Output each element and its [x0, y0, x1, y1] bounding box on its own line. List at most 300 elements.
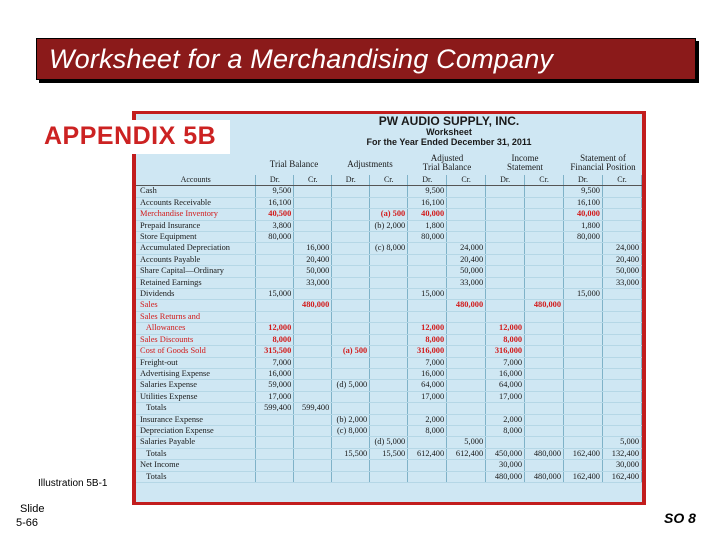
amount-cell: 162,400 — [564, 448, 603, 459]
table-row — [136, 266, 642, 277]
amount-cell — [602, 220, 641, 231]
account-name: Depreciation Expense — [136, 425, 256, 436]
amount-cell: 5,000 — [447, 437, 486, 448]
appendix-label: APPENDIX 5B — [38, 120, 230, 154]
account-name: Totals — [136, 448, 256, 459]
table-row — [136, 403, 642, 414]
amount-cell: 2,000 — [486, 414, 525, 425]
amount-cell — [332, 391, 370, 402]
amount-cell: 16,000 — [408, 368, 447, 379]
amount-cell: 162,400 — [602, 471, 641, 482]
amount-cell — [564, 403, 603, 414]
amount-cell — [256, 437, 294, 448]
amount-cell — [408, 254, 447, 265]
amount-cell — [370, 357, 408, 368]
account-name: Totals — [136, 471, 256, 482]
amount-cell: 8,000 — [408, 334, 447, 345]
amount-cell — [525, 403, 564, 414]
amount-cell — [256, 243, 294, 254]
amount-cell — [564, 346, 603, 357]
amount-cell: 12,000 — [256, 323, 294, 334]
amount-cell: 450,000 — [486, 448, 525, 459]
amount-cell — [447, 471, 486, 482]
amount-cell — [294, 380, 332, 391]
amount-cell — [602, 425, 641, 436]
amount-cell — [332, 232, 370, 243]
amount-cell: 7,000 — [486, 357, 525, 368]
amount-cell — [486, 266, 525, 277]
amount-cell: 30,000 — [602, 460, 641, 471]
amount-cell — [447, 368, 486, 379]
amount-cell — [525, 254, 564, 265]
amount-cell — [256, 266, 294, 277]
amount-cell — [294, 368, 332, 379]
amount-cell — [602, 323, 641, 334]
account-name: Sales Returns and — [136, 311, 256, 322]
amount-cell — [602, 311, 641, 322]
table-row — [136, 414, 642, 425]
amount-cell — [525, 357, 564, 368]
amount-cell — [370, 380, 408, 391]
amount-cell — [447, 414, 486, 425]
account-name: Prepaid Insurance — [136, 220, 256, 231]
amount-cell: 162,400 — [564, 471, 603, 482]
amount-cell: 50,000 — [602, 266, 641, 277]
amount-cell — [486, 197, 525, 208]
amount-cell — [256, 460, 294, 471]
amount-cell — [525, 289, 564, 300]
account-name: Accumulated Depreciation — [136, 243, 256, 254]
amount-cell — [602, 414, 641, 425]
amount-cell — [332, 403, 370, 414]
amount-cell: (d) 5,000 — [332, 380, 370, 391]
amount-cell — [602, 391, 641, 402]
account-name: Share Capital—Ordinary — [136, 266, 256, 277]
amount-cell: 16,100 — [256, 197, 294, 208]
column-header: Cr. — [602, 175, 641, 186]
amount-cell — [447, 425, 486, 436]
amount-cell — [294, 460, 332, 471]
amount-cell — [525, 437, 564, 448]
amount-cell — [294, 232, 332, 243]
amount-cell — [370, 254, 408, 265]
amount-cell: 24,000 — [447, 243, 486, 254]
amount-cell — [602, 403, 641, 414]
slide-number-block — [16, 502, 44, 530]
amount-cell — [602, 197, 641, 208]
worksheet-period: For the Year Ended December 31, 2011 — [366, 137, 532, 147]
amount-cell — [294, 448, 332, 459]
table-row — [136, 471, 642, 482]
amount-cell: 7,000 — [408, 357, 447, 368]
amount-cell — [294, 414, 332, 425]
account-name: Sales — [136, 300, 256, 311]
amount-cell: 17,000 — [256, 391, 294, 402]
amount-cell — [294, 391, 332, 402]
amount-cell — [370, 277, 408, 288]
amount-cell — [332, 334, 370, 345]
amount-cell — [602, 380, 641, 391]
amount-cell: (a) 500 — [332, 346, 370, 357]
amount-cell — [370, 414, 408, 425]
amount-cell — [256, 277, 294, 288]
amount-cell — [525, 323, 564, 334]
amount-cell — [525, 311, 564, 322]
table-row — [136, 391, 642, 402]
amount-cell — [602, 186, 641, 197]
table-row — [136, 220, 642, 231]
amount-cell — [564, 391, 603, 402]
amount-cell — [447, 460, 486, 471]
table-row — [136, 368, 642, 379]
amount-cell — [525, 391, 564, 402]
amount-cell — [332, 460, 370, 471]
account-name: Advertising Expense — [136, 368, 256, 379]
amount-cell: 15,500 — [332, 448, 370, 459]
amount-cell: 33,000 — [602, 277, 641, 288]
amount-cell — [294, 471, 332, 482]
amount-cell — [370, 197, 408, 208]
amount-cell — [408, 266, 447, 277]
amount-cell: 2,000 — [408, 414, 447, 425]
amount-cell: 16,100 — [408, 197, 447, 208]
amount-cell: 24,000 — [602, 243, 641, 254]
amount-cell — [370, 346, 408, 357]
amount-cell: 12,000 — [486, 323, 525, 334]
amount-cell: 480,000 — [525, 300, 564, 311]
table-row — [136, 448, 642, 459]
amount-cell — [294, 289, 332, 300]
column-header: Dr. — [332, 175, 370, 186]
amount-cell — [564, 357, 603, 368]
amount-cell — [525, 220, 564, 231]
account-name: Accounts Payable — [136, 254, 256, 265]
amount-cell: 64,000 — [486, 380, 525, 391]
amount-cell — [256, 425, 294, 436]
amount-cell: 40,000 — [408, 209, 447, 220]
account-name: Net Income — [136, 460, 256, 471]
table-row — [136, 209, 642, 220]
amount-cell — [486, 220, 525, 231]
amount-cell — [602, 368, 641, 379]
amount-cell — [332, 209, 370, 220]
amount-cell — [294, 220, 332, 231]
amount-cell: 15,000 — [408, 289, 447, 300]
table-row — [136, 186, 642, 197]
table-row — [136, 380, 642, 391]
account-name: Cash — [136, 186, 256, 197]
account-name: Salaries Payable — [136, 437, 256, 448]
account-name: Store Equipment — [136, 232, 256, 243]
amount-cell — [525, 266, 564, 277]
amount-cell: 20,400 — [602, 254, 641, 265]
account-name: Dividends — [136, 289, 256, 300]
amount-cell — [408, 403, 447, 414]
amount-cell — [332, 266, 370, 277]
table-row — [136, 289, 642, 300]
amount-cell — [332, 311, 370, 322]
amount-cell — [256, 254, 294, 265]
amount-cell: 12,000 — [408, 323, 447, 334]
amount-cell — [564, 300, 603, 311]
account-name: Freight-out — [136, 357, 256, 368]
amount-cell — [294, 425, 332, 436]
amount-cell — [332, 243, 370, 254]
amount-cell — [332, 186, 370, 197]
worksheet-heading — [256, 114, 642, 147]
amount-cell — [525, 232, 564, 243]
amount-cell — [486, 186, 525, 197]
amount-cell: 20,400 — [294, 254, 332, 265]
amount-cell: 599,400 — [294, 403, 332, 414]
amount-cell: 16,000 — [256, 368, 294, 379]
amount-cell — [525, 334, 564, 345]
table-row — [136, 346, 642, 357]
amount-cell — [602, 289, 641, 300]
amount-cell: 480,000 — [447, 300, 486, 311]
amount-cell: 8,000 — [408, 425, 447, 436]
amount-cell — [294, 311, 332, 322]
amount-cell — [332, 437, 370, 448]
amount-cell — [370, 403, 408, 414]
amount-cell — [564, 277, 603, 288]
group-trial-balance: Trial Balance — [269, 159, 319, 169]
amount-cell: 1,800 — [408, 220, 447, 231]
amount-cell — [408, 243, 447, 254]
amount-cell — [370, 391, 408, 402]
amount-cell — [408, 437, 447, 448]
amount-cell: (b) 2,000 — [332, 414, 370, 425]
table-row — [136, 334, 642, 345]
amount-cell — [447, 289, 486, 300]
amount-cell — [294, 357, 332, 368]
amount-cell — [370, 471, 408, 482]
amount-cell: 9,500 — [256, 186, 294, 197]
account-name: Sales Discounts — [136, 334, 256, 345]
amount-cell: 33,000 — [294, 277, 332, 288]
amount-cell — [332, 368, 370, 379]
amount-cell — [564, 311, 603, 322]
amount-cell: 316,000 — [408, 346, 447, 357]
amount-cell — [447, 209, 486, 220]
amount-cell — [564, 368, 603, 379]
column-header: Dr. — [256, 175, 294, 186]
column-header: Cr. — [525, 175, 564, 186]
amount-cell — [332, 300, 370, 311]
amount-cell — [486, 289, 525, 300]
amount-cell: (c) 8,000 — [332, 425, 370, 436]
amount-cell: 16,000 — [486, 368, 525, 379]
amount-cell: 15,000 — [256, 289, 294, 300]
column-header: Dr. — [486, 175, 525, 186]
amount-cell — [447, 334, 486, 345]
table-row — [136, 357, 642, 368]
account-name: Accounts Receivable — [136, 197, 256, 208]
amount-cell — [332, 357, 370, 368]
amount-cell — [602, 346, 641, 357]
amount-cell — [332, 197, 370, 208]
amount-cell — [525, 368, 564, 379]
amount-cell — [602, 334, 641, 345]
amount-cell — [447, 403, 486, 414]
amount-cell — [602, 209, 641, 220]
amount-cell — [256, 414, 294, 425]
amount-cell — [447, 311, 486, 322]
amount-cell: 64,000 — [408, 380, 447, 391]
amount-cell: 40,500 — [256, 209, 294, 220]
amount-cell — [332, 289, 370, 300]
table-row — [136, 197, 642, 208]
amount-cell: 33,000 — [447, 277, 486, 288]
amount-cell: 315,500 — [256, 346, 294, 357]
amount-cell — [602, 232, 641, 243]
amount-cell: 5,000 — [602, 437, 641, 448]
amount-cell — [256, 311, 294, 322]
column-header-row — [136, 175, 642, 186]
column-header-accounts: Accounts — [136, 175, 256, 186]
table-row — [136, 232, 642, 243]
table-row — [136, 323, 642, 334]
slide-title: Worksheet for a Merchandising Company — [49, 44, 554, 74]
amount-cell — [486, 209, 525, 220]
account-name: Salaries Expense — [136, 380, 256, 391]
amount-cell — [602, 357, 641, 368]
column-header: Dr. — [564, 175, 603, 186]
amount-cell — [486, 232, 525, 243]
amount-cell — [447, 346, 486, 357]
group-income-statement: Income Statement — [507, 153, 543, 173]
company-name: PW AUDIO SUPPLY, INC. — [378, 114, 520, 128]
group-adjustments: Adjustments — [347, 159, 393, 169]
account-name: Cost of Goods Sold — [136, 346, 256, 357]
amount-cell — [370, 460, 408, 471]
amount-cell — [525, 197, 564, 208]
amount-cell — [408, 311, 447, 322]
table-row — [136, 243, 642, 254]
amount-cell — [447, 186, 486, 197]
amount-cell — [370, 311, 408, 322]
amount-cell — [525, 425, 564, 436]
amount-cell: 480,000 — [486, 471, 525, 482]
amount-cell — [332, 323, 370, 334]
amount-cell — [525, 346, 564, 357]
amount-cell — [486, 403, 525, 414]
amount-cell: 9,500 — [564, 186, 603, 197]
amount-cell: 40,000 — [564, 209, 603, 220]
amount-cell — [370, 425, 408, 436]
amount-cell — [564, 425, 603, 436]
amount-cell: 132,400 — [602, 448, 641, 459]
account-name: Retained Earnings — [136, 277, 256, 288]
amount-cell — [564, 266, 603, 277]
column-header: Dr. — [408, 175, 447, 186]
table-row — [136, 425, 642, 436]
slide-title-bar — [36, 38, 696, 80]
amount-cell — [256, 300, 294, 311]
amount-cell — [447, 232, 486, 243]
amount-cell — [525, 209, 564, 220]
amount-cell — [447, 220, 486, 231]
amount-cell — [332, 220, 370, 231]
table-row — [136, 311, 642, 322]
amount-cell: 20,400 — [447, 254, 486, 265]
amount-cell — [525, 186, 564, 197]
amount-cell: 316,000 — [486, 346, 525, 357]
amount-cell — [294, 197, 332, 208]
amount-cell: 9,500 — [408, 186, 447, 197]
amount-cell: 480,000 — [525, 448, 564, 459]
amount-cell — [564, 254, 603, 265]
amount-cell — [602, 300, 641, 311]
amount-cell: 17,000 — [486, 391, 525, 402]
amount-cell — [564, 460, 603, 471]
amount-cell: 3,800 — [256, 220, 294, 231]
amount-cell: 80,000 — [256, 232, 294, 243]
amount-cell — [447, 380, 486, 391]
amount-cell — [256, 448, 294, 459]
amount-cell — [564, 243, 603, 254]
amount-cell — [447, 391, 486, 402]
amount-cell: 1,800 — [564, 220, 603, 231]
amount-cell — [408, 460, 447, 471]
amount-cell — [486, 311, 525, 322]
amount-cell — [294, 209, 332, 220]
amount-cell — [525, 277, 564, 288]
account-name: Allowances — [136, 323, 256, 334]
slide-number: 5-66 — [16, 517, 39, 529]
amount-cell: (c) 8,000 — [370, 243, 408, 254]
amount-cell: 16,100 — [564, 197, 603, 208]
amount-cell — [294, 437, 332, 448]
table-row — [136, 254, 642, 265]
amount-cell — [370, 289, 408, 300]
worksheet-table — [136, 175, 642, 483]
amount-cell — [486, 437, 525, 448]
account-name: Utilities Expense — [136, 391, 256, 402]
amount-cell — [332, 277, 370, 288]
amount-cell — [370, 368, 408, 379]
amount-cell — [294, 323, 332, 334]
amount-cell — [447, 323, 486, 334]
amount-cell — [370, 232, 408, 243]
amount-cell: (d) 5,000 — [370, 437, 408, 448]
account-name: Merchandise Inventory — [136, 209, 256, 220]
amount-cell: 17,000 — [408, 391, 447, 402]
amount-cell — [332, 471, 370, 482]
amount-cell: 7,000 — [256, 357, 294, 368]
amount-cell: 80,000 — [564, 232, 603, 243]
amount-cell — [564, 437, 603, 448]
amount-cell — [486, 300, 525, 311]
amount-cell — [294, 346, 332, 357]
amount-cell: 8,000 — [256, 334, 294, 345]
table-row — [136, 437, 642, 448]
group-financial-position: Statement of Financial Position — [570, 153, 636, 173]
amount-cell: 480,000 — [294, 300, 332, 311]
amount-cell — [332, 254, 370, 265]
group-adjusted-trial-balance: Adjusted Trial Balance — [422, 153, 472, 173]
amount-cell — [370, 186, 408, 197]
amount-cell — [525, 243, 564, 254]
amount-cell — [447, 357, 486, 368]
amount-cell: 15,000 — [564, 289, 603, 300]
amount-cell — [564, 323, 603, 334]
amount-cell — [294, 334, 332, 345]
account-name: Insurance Expense — [136, 414, 256, 425]
amount-cell — [294, 186, 332, 197]
amount-cell — [370, 334, 408, 345]
amount-cell: 8,000 — [486, 425, 525, 436]
